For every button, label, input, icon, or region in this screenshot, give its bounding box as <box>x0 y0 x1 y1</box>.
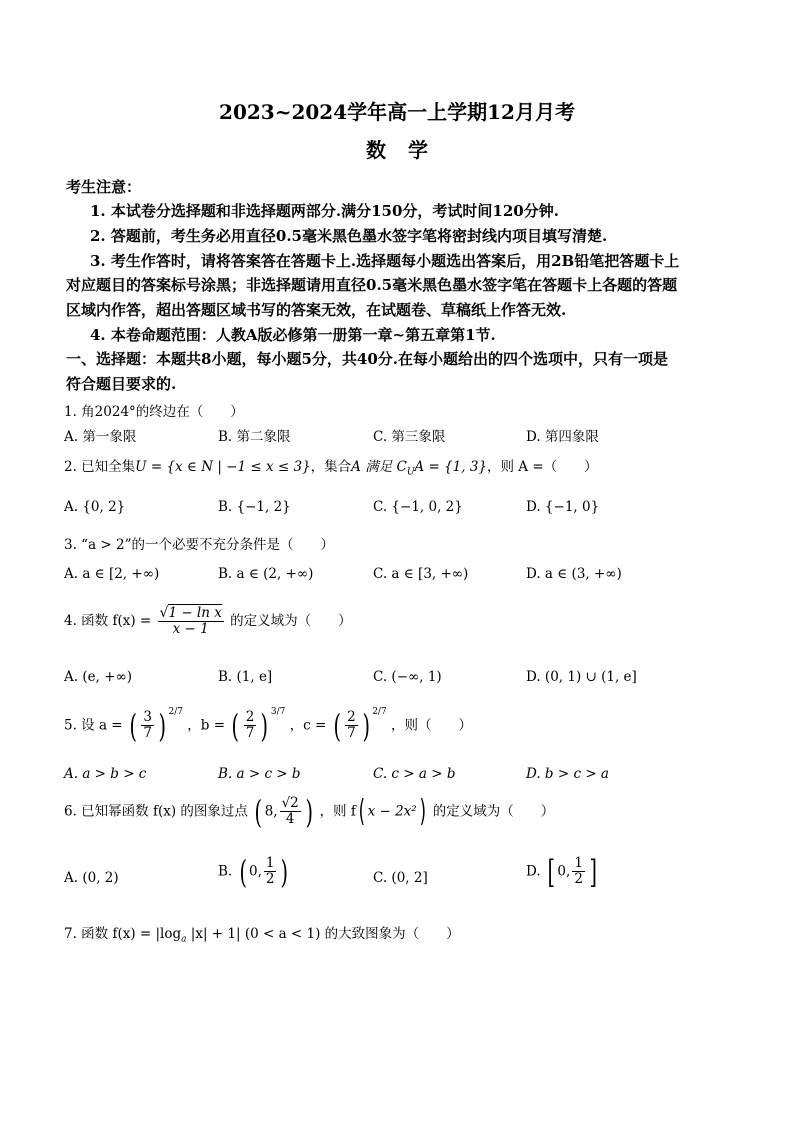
question-5-suffix: ，则（ ） <box>390 717 472 734</box>
question-5-c-label: ，c = <box>289 717 327 734</box>
question-5-b-label: ，b = <box>187 717 226 734</box>
question-6-option-d: D. [ 0, $\frac{1}{2}$ ] <box>526 853 597 891</box>
question-2-stem <box>64 455 598 478</box>
section-heading-line-1: 一、选择题：本题共8小题，每小题5分，共40分.在每小题给出的四个选项中，只有一项是 <box>66 350 668 368</box>
question-5-prefix: 5. 设 a = <box>64 717 123 734</box>
question-6-option-b-numerator: 1 <box>265 855 275 872</box>
question-2-option-a: A. {0, 2} <box>64 499 126 515</box>
question-5-a-numerator: 3 <box>143 709 152 726</box>
notice-line-6: 4. 本卷命题范围：人教A版必修第一册第一章~第五章第1节. <box>90 326 496 344</box>
question-2-option-c: C. {−1, 0, 2} <box>373 499 463 515</box>
question-7-prefix: 7. 函数 f(x) = |log <box>64 926 182 942</box>
question-4-suffix: 的定义域为（ ） <box>230 613 352 630</box>
question-2-condition-rest: A = {1, 3} <box>414 459 488 475</box>
question-5-b-numerator: 2 <box>245 709 255 726</box>
question-6-option-d-denominator: 2 <box>574 871 583 888</box>
question-2-complement-subscript: U <box>406 467 415 478</box>
question-4-option-d: D. (0, 1) ∪ (1, e] <box>526 669 637 685</box>
notice-line-1: 1. 本试卷分选择题和非选择题两部分.满分150分，考试时间120分钟. <box>90 202 559 220</box>
question-4-prefix: 4. 函数 f(x) = <box>64 613 152 630</box>
question-5-option-a: A. a > b > c <box>64 766 147 782</box>
question-4-fraction: $\frac{\text{√1 − ln x}}{x - 1}$ <box>159 605 222 638</box>
question-4-numerator: 1 − ln x <box>168 605 222 621</box>
question-1-option-a: A. 第一象限 <box>64 429 137 445</box>
subject-title: 数学 <box>366 138 450 162</box>
question-6-point-x: 8, <box>264 803 278 820</box>
question-3-stem: 3. “a > 2”的一个必要不充分条件是（ ） <box>64 537 335 553</box>
question-5-b-exponent: 3/7 <box>270 706 286 717</box>
question-7-stem <box>64 922 460 945</box>
question-1-option-c: C. 第三象限 <box>373 429 446 445</box>
question-1-option-b: B. 第二象限 <box>218 429 291 445</box>
question-6-prefix: 6. 已知幂函数 f(x) 的图象过点 <box>64 803 248 820</box>
question-6-option-d-numerator: 1 <box>574 855 583 872</box>
notice-line-2: 2. 答题前，考生务必用直径0.5毫米黑色墨水签字笔将密封线内项目填写清楚. <box>90 227 608 245</box>
question-2-option-d: D. {−1, 0} <box>526 499 600 515</box>
question-2-suffix: ，则 A =（ ） <box>487 459 598 475</box>
question-1-stem: 1. 角2024°的终边在（ ） <box>64 404 244 420</box>
question-6-option-d-label: D. <box>526 863 541 880</box>
question-4-option-a: A. (e, +∞) <box>64 669 132 685</box>
question-3-option-b: B. a ∈ (2, +∞) <box>218 566 314 582</box>
question-5-c-denominator: 7 <box>347 725 356 742</box>
question-6-point-denominator: 4 <box>285 811 295 828</box>
question-2-condition: A 满足 C <box>351 459 407 475</box>
question-5-option-d: D. b > c > a <box>526 766 609 782</box>
question-6-option-b-left: 0, <box>249 863 262 880</box>
question-6-point-numerator: √2 <box>281 795 299 812</box>
question-4-option-b: B. (1, e] <box>218 669 273 685</box>
question-5-b-denominator: 7 <box>245 725 255 742</box>
question-3-option-c: C. a ∈ [3, +∞) <box>373 566 469 582</box>
notice-line-4: 对应题目的答案标号涂黑；非选择题请用直径0.5毫米黑色墨水签字笔在答题卡上各题的答题 <box>66 276 678 294</box>
question-6-option-c: C. (0, 2] <box>373 870 428 886</box>
section-heading-line-2: 符合题目要求的. <box>66 375 177 393</box>
question-5-a-exponent: 2/7 <box>168 706 183 717</box>
question-5-a-denominator: 7 <box>143 725 152 742</box>
question-7-log-base: a <box>181 934 187 945</box>
question-6-suffix: 的定义域为（ ） <box>432 803 555 820</box>
question-5-c-numerator: 2 <box>347 709 356 726</box>
notice-line-5: 区域内作答，超出答题区域书写的答案无效，在试题卷、草稿纸上作答无效. <box>66 301 567 319</box>
question-5-c-exponent: 2/7 <box>372 706 387 717</box>
notice-line-3: 3. 考生作答时，请将答案答在答题卡上.选择题每小题选出答案后，用2B铅笔把答题卡上 <box>90 252 680 270</box>
question-4-stem <box>64 606 352 638</box>
question-2-mid: ，集合 <box>310 459 352 475</box>
question-6-stem: 6. 已知幂函数 f(x) 的图象过点 ( 8, $\frac{√2}{4}$ ) ，则 f( x − 2x²) 的定义域为（ ） <box>64 793 555 831</box>
question-2-universal-set: U = {x ∈ N | −1 ≤ x ≤ 3} <box>135 459 311 475</box>
question-7-rest: |x| + 1| (0 < a < 1) 的大致图象为（ ） <box>186 926 460 942</box>
question-6-mid: ，则 f <box>319 803 356 820</box>
notice-heading: 考生注意： <box>66 178 142 196</box>
question-4-option-c: C. (−∞, 1) <box>373 669 442 685</box>
question-6-option-b-label: B. <box>218 863 233 880</box>
question-1-option-d: D. 第四象限 <box>526 429 599 445</box>
question-6-option-a: A. (0, 2) <box>64 870 119 886</box>
question-5-option-c: C. c > a > b <box>373 766 456 782</box>
question-5-option-b: B. a > c > b <box>218 766 301 782</box>
question-3-option-d: D. a ∈ (3, +∞) <box>526 566 622 582</box>
question-6-option-b-denominator: 2 <box>265 871 275 888</box>
question-6-argument: x − 2x² <box>367 803 417 820</box>
question-4-denominator: x − 1 <box>172 621 209 638</box>
question-6-option-d-left: 0, <box>557 863 571 880</box>
question-3-option-a: A. a ∈ [2, +∞) <box>64 566 160 582</box>
question-2-option-b: B. {−1, 2} <box>218 499 291 515</box>
question-2-prefix: 2. 已知全集 <box>64 459 136 475</box>
exam-title: 2023~2024学年高一上学期12月月考 <box>219 100 575 124</box>
question-6-option-b: B. ( 0, $\frac{1}{2}$ ) <box>218 853 289 891</box>
question-5-stem: 5. 设 a = ( $\frac{3}{7}$ ) $^{2/7}$ ，b = ( $\frac{2}{7}$ ) $^{3/7}$ ，c = ( $\frac{2}{7}$ ) $^{2/7}$ ，则（ ） <box>64 706 472 745</box>
